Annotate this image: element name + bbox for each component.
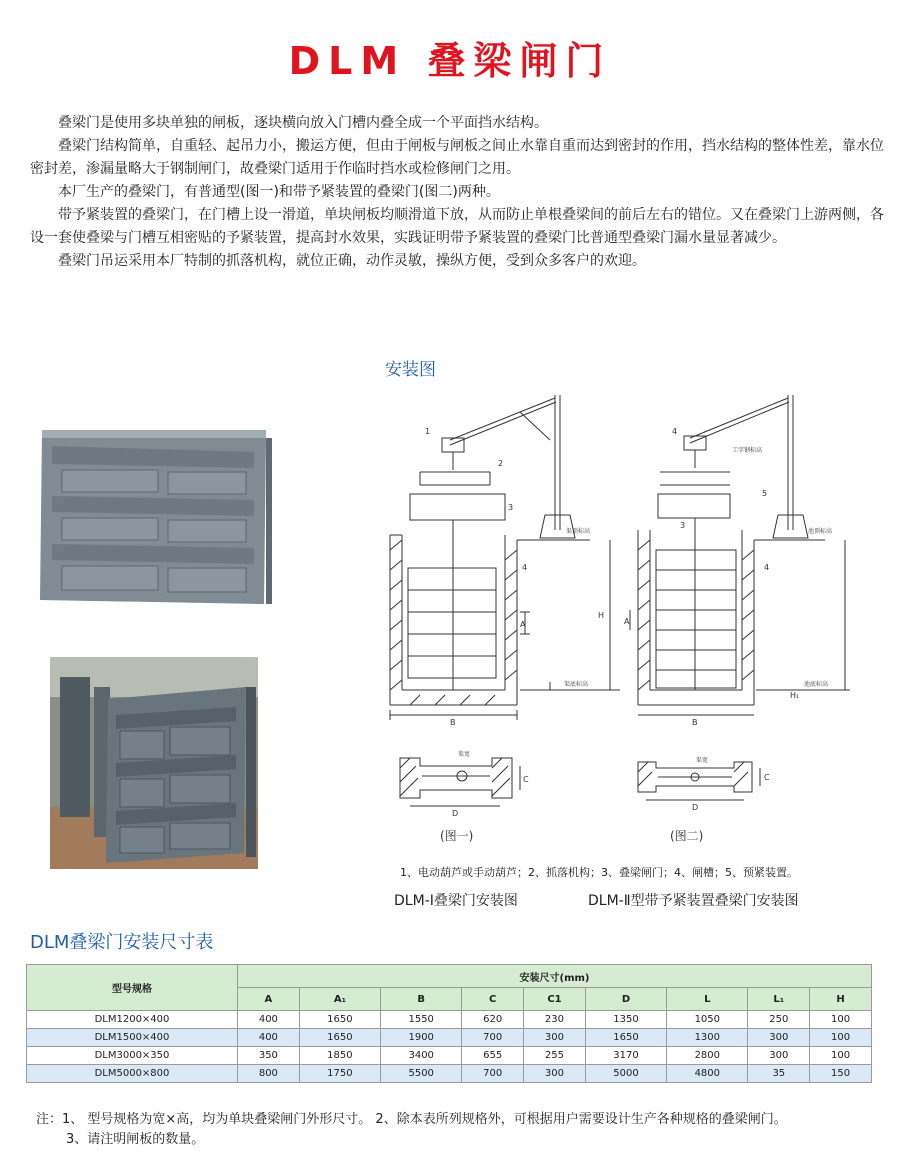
table-row <box>27 1011 872 1029</box>
cell: 5000 <box>585 1065 666 1083</box>
cell: 700 <box>462 1029 524 1047</box>
label-rA: A <box>624 617 630 626</box>
label-C: C <box>523 775 529 784</box>
fig1-plan <box>400 758 520 806</box>
legend-text: 1、电动葫芦或手动葫芦；2、抓落机构；3、叠梁闸门；4、闸槽；5、预紧装置。 <box>400 866 798 879</box>
install-title: 安装图 <box>385 360 436 380</box>
cell: 1650 <box>585 1029 666 1047</box>
cell: 4800 <box>667 1065 748 1083</box>
cell: 150 <box>810 1065 872 1083</box>
label-1: 1 <box>425 427 431 436</box>
cell: 3170 <box>585 1047 666 1065</box>
cell: 1050 <box>667 1011 748 1029</box>
cell: 300 <box>748 1047 810 1065</box>
cell: 2800 <box>667 1047 748 1065</box>
cell: 100 <box>810 1029 872 1047</box>
cell: 1900 <box>381 1029 462 1047</box>
gate-photo-flat <box>38 424 274 608</box>
table-header-row <box>27 965 872 988</box>
label-A: A <box>520 620 526 629</box>
table-title: DLM叠梁门安装尺寸表 <box>30 932 214 953</box>
label-rC: C <box>764 773 770 782</box>
label-rB: B <box>692 718 698 727</box>
label-bottom-level: 渠底标高 <box>564 681 589 688</box>
spec-table <box>26 964 872 1083</box>
cell: 1750 <box>299 1065 380 1083</box>
cell: 230 <box>524 1011 586 1029</box>
note-line-2: 3、请注明闸板的数量。 <box>66 1132 205 1147</box>
table-row <box>27 1047 872 1065</box>
cell: 800 <box>238 1065 300 1083</box>
cell: 1650 <box>299 1011 380 1029</box>
label-top-level: 渠顶标高 <box>566 528 591 535</box>
cell: 300 <box>524 1065 586 1083</box>
intro-paragraph: 叠梁门是使用多块单独的闸板，逐块横向放入门槽内叠全成一个平面挡水结构。 <box>58 115 548 131</box>
intro-paragraph: 本厂生产的叠梁门，有普通型(图一)和带予紧装置的叠梁门(图二)两种。 <box>58 184 500 200</box>
cell: 3400 <box>381 1047 462 1065</box>
group-header: 安装尺寸(mm) <box>238 965 872 988</box>
cell-model: DLM5000×800 <box>27 1065 238 1083</box>
col-header: A <box>238 988 300 1011</box>
caption-fig2: DLM-Ⅱ型带予紧装置叠梁门安装图 <box>588 893 799 909</box>
label-rwidth: 渠宽 <box>696 757 709 764</box>
label-pool-top: 池顶标高 <box>808 528 833 535</box>
label-H1: H₁ <box>790 691 800 700</box>
installation-drawing <box>380 390 880 855</box>
col-header: H <box>810 988 872 1011</box>
col-header: D <box>585 988 666 1011</box>
cell: 5500 <box>381 1065 462 1083</box>
cell: 250 <box>748 1011 810 1029</box>
fig2-label: (图二) <box>670 829 704 843</box>
label-r5: 5 <box>762 489 768 498</box>
intro-paragraph: 叠梁门吊运采用本厂特制的抓落机构，就位正确，动作灵敏，操纵方便，受到众多客户的欢迎。 <box>58 253 646 269</box>
fig2-plan <box>638 762 760 800</box>
label-2: 2 <box>498 459 504 468</box>
intro-paragraph: 叠梁门结构简单，自重轻、起吊力小，搬运方便，但由于闸板与闸板之间止水靠自重而达到密封的作用，挡水结构的整体性差，靠水位密封差，渗漏量略大于钢制闸门，故叠梁门适用于作临时挡水或检修闸门之用。 <box>30 138 884 177</box>
cell: 655 <box>462 1047 524 1065</box>
caption-fig1: DLM-Ⅰ叠梁门安装图 <box>394 893 518 909</box>
notes <box>36 1110 787 1150</box>
intro-paragraph: 带予紧装置的叠梁门，在门槽上设一滑道，单块闸板均顺滑道下放，从而防止单根叠梁间的前后左右的错位。又在叠梁门上游两侧，各设一套使叠梁与门槽互相密贴的予紧装置，提高封水效果，实践证明带予紧装置的叠梁门比普通型叠梁门漏水量显著减少。 <box>30 207 884 246</box>
cell: 400 <box>238 1011 300 1029</box>
cell: 620 <box>462 1011 524 1029</box>
label-H: H <box>598 611 605 620</box>
cell: 255 <box>524 1047 586 1065</box>
col-header: C <box>462 988 524 1011</box>
gate-photo-workshop <box>50 657 258 869</box>
note-line-1: 注：1、 型号规格为宽×高，均为单块叠梁闸门外形尺寸。 2、除本表所列规格外，可根据用户需要设计生产各种规格的叠梁闸门。 <box>36 1112 787 1127</box>
cell: 1850 <box>299 1047 380 1065</box>
col-header: C1 <box>524 988 586 1011</box>
fig2-elevation <box>630 395 850 715</box>
fig1-elevation <box>390 395 620 720</box>
cell: 1350 <box>585 1011 666 1029</box>
label-4: 4 <box>522 563 528 572</box>
table-row <box>27 1065 872 1083</box>
cell: 1300 <box>667 1029 748 1047</box>
intro-text <box>30 112 886 273</box>
label-width: 渠宽 <box>458 751 471 758</box>
cell: 100 <box>810 1047 872 1065</box>
cell-model: DLM3000×350 <box>27 1047 238 1065</box>
col-header: B <box>381 988 462 1011</box>
label-r3: 3 <box>680 521 686 530</box>
label-r4: 4 <box>672 427 678 436</box>
cell: 300 <box>524 1029 586 1047</box>
cell: 300 <box>748 1029 810 1047</box>
label-3: 3 <box>508 503 514 512</box>
cell: 700 <box>462 1065 524 1083</box>
label-D: D <box>452 809 459 818</box>
label-beam: 工字钢标高 <box>732 447 763 454</box>
page-title: DLM 叠梁闸门 <box>288 39 612 83</box>
cell-model: DLM1500×400 <box>27 1029 238 1047</box>
model-header: 型号规格 <box>27 965 238 1011</box>
col-header: A₁ <box>299 988 380 1011</box>
col-header: L <box>667 988 748 1011</box>
cell: 35 <box>748 1065 810 1083</box>
cell: 100 <box>810 1011 872 1029</box>
col-header: L₁ <box>748 988 810 1011</box>
cell: 400 <box>238 1029 300 1047</box>
cell-model: DLM1200×400 <box>27 1011 238 1029</box>
label-B: B <box>450 718 456 727</box>
cell: 1650 <box>299 1029 380 1047</box>
label-pool-bottom: 池底标高 <box>804 681 829 688</box>
cell: 1550 <box>381 1011 462 1029</box>
label-rD: D <box>692 803 699 812</box>
label-r4b: 4 <box>764 563 770 572</box>
table-row <box>27 1029 872 1047</box>
cell: 350 <box>238 1047 300 1065</box>
fig1-label: (图一) <box>440 829 474 843</box>
